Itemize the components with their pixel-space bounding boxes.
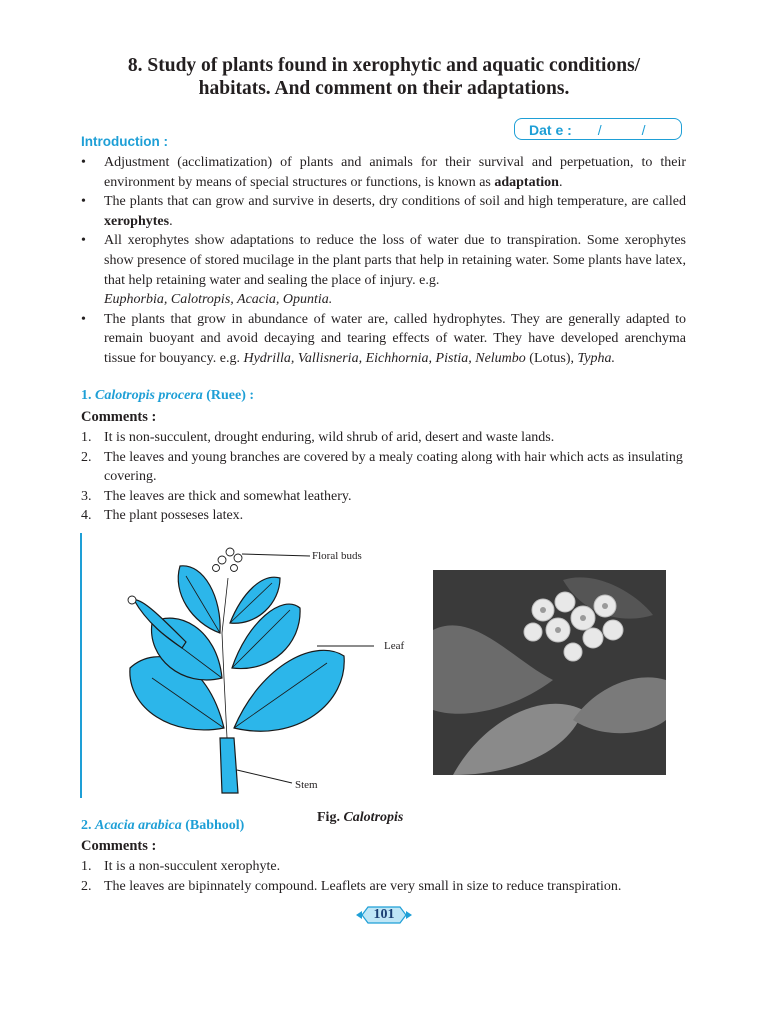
item-number: 1. [81,859,92,874]
comments-label: Comments : [81,838,157,854]
stem-shape [220,738,238,793]
stem-label: Stem [295,779,318,791]
bullet-text: The plants that grow in abundance of water are, called hydrophytes. They are generally adapted to remain buoyant and avoid decaying and tearing effects of water. They have developed arenchyma tissue for bouyancy. e.g. [104,311,686,366]
item-text: The leaves and young branches are covered by a mealy coating along with hair which acts as insulating covering. [104,449,683,485]
leaf-label: Leaf [384,640,405,652]
page-number-badge [356,904,412,926]
date-box [514,118,682,140]
item-number: 4. [81,508,92,524]
list-item [81,448,686,487]
item-number: 1. [81,430,92,445]
section-2-comments-list [81,857,686,896]
bullet-text: The plants that can grow and survive in deserts, dry conditions of soil and high temperature, are called [104,194,686,210]
list-item [81,192,686,231]
bullet-examples-end: Typha. [577,350,615,366]
calotropis-photo [433,570,666,775]
introduction-list [81,153,686,369]
bullet-examples: Hydrilla, Vallisneria, Eichhornia, Pistia, Nelumbo [243,350,526,366]
page-number: 101 [373,907,395,922]
section-common-name: (Ruee) : [206,388,255,403]
item-number: 3. [81,488,92,504]
section-scientific-name: Acacia arabica [95,818,182,833]
section-scientific-name: Calotropis procera [95,388,203,403]
item-text: It is a non-succulent xerophyte. [104,859,281,874]
floral-buds-label: Floral buds [312,550,362,562]
title-line-1: 8. Study of plants found in xerophytic and aquatic conditions/ [127,55,641,76]
margin-rule [80,533,82,798]
bullet-term: xerophytes [104,213,170,229]
section-1-comments-list [81,428,686,526]
date-slashes: / / [597,122,664,138]
item-text: The plant posseses latex. [104,508,244,524]
list-item [81,487,686,507]
section-number: 2. [81,818,92,833]
list-item [81,428,686,448]
list-item [81,153,686,192]
list-item [81,506,686,526]
bullet-examples: Euphorbia, Calotropis, Acacia, Opuntia. [104,292,333,308]
list-item [81,310,686,369]
figure-caption [317,810,403,826]
calotropis-diagram [112,538,412,798]
comments-label: Comments : [81,409,157,425]
date-label: Dat e : [529,122,572,138]
list-item [81,231,686,309]
caption-name: Calotropis [343,810,404,825]
bullet-text: Adjustment (acclimatization) of plants and animals for their survival and perpetuation, to their environment by means of special structures or functions, is known as [104,155,686,190]
section-common-name: (Babhool) [185,818,245,833]
page-title [60,54,708,100]
item-text: The leaves are bipinnately compound. Leaflets are very small in size to reduce transpiration. [104,878,622,894]
item-number: 2. [81,878,92,894]
bullet-text: All xerophytes show adaptations to reduce the loss of water due to transpiration. Some xerophytes show presence of stored mucilage in the plant parts that help in retaining water. Some plants have latex, that help retaining water and sealing the place of injury. e.g. [104,233,686,288]
section-1-heading [81,388,254,404]
list-item [81,877,686,897]
item-text: The leaves are thick and somewhat leathery. [104,488,352,504]
bullet-examples-common: (Lotus), [525,350,578,366]
list-item [81,857,686,877]
caption-prefix: Fig. [317,810,340,825]
bullet-text-end: . [169,213,173,229]
section-number: 1. [81,388,92,403]
bullet-text-end: . [558,174,563,190]
section-2-heading [81,818,244,834]
title-line-2: habitats. And comment on their adaptations. [198,78,570,99]
introduction-heading: Introduction : [81,134,168,149]
item-text: It is non-succulent, drought enduring, wild shrub of arid, desert and waste lands. [104,430,555,445]
bullet-term: adaptation [494,174,559,190]
item-number: 2. [81,449,92,465]
